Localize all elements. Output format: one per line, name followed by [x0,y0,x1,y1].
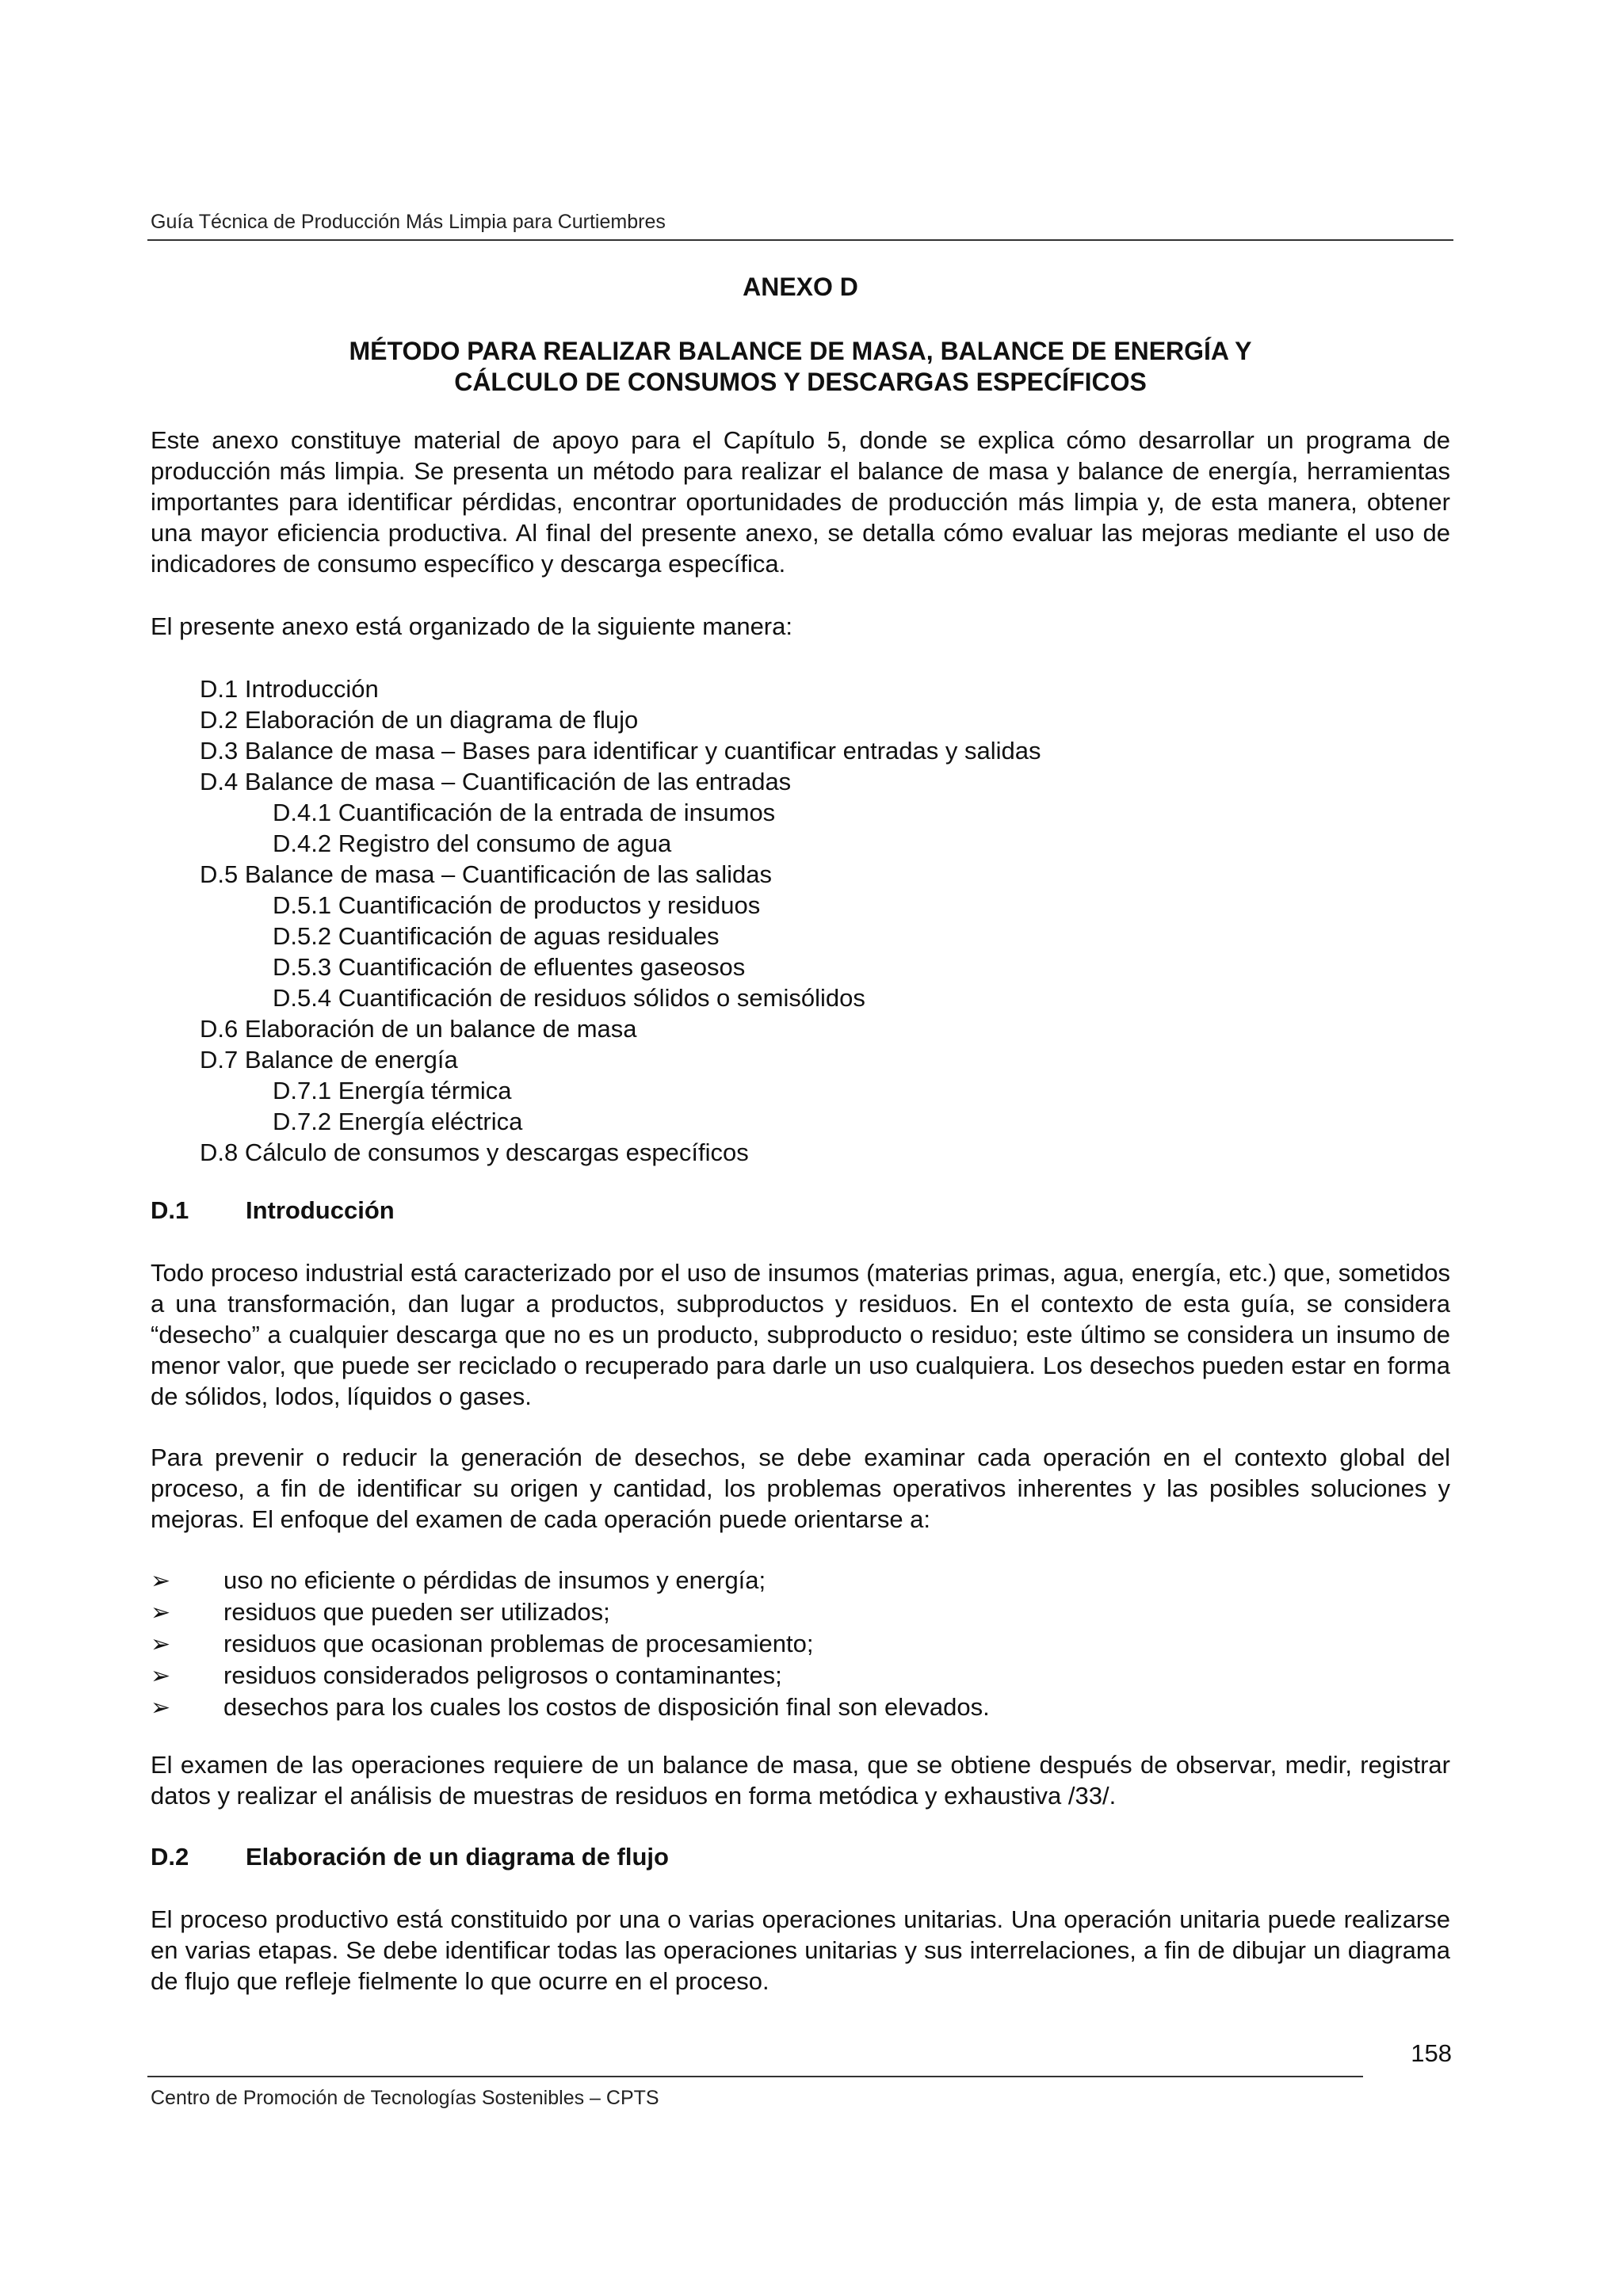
running-header: Guía Técnica de Producción Más Limpia para Curtiembres [151,211,666,233]
toc-text: Cuantificación de aguas residuales [338,922,720,950]
list-item-text: residuos considerados peligrosos o contaminantes; [223,1661,782,1689]
main-title-line-2: CÁLCULO DE CONSUMOS Y DESCARGAS ESPECÍFICOS [454,368,1147,396]
toc-text: Balance de masa – Bases para identificar y cuantificar entradas y salidas [244,737,1041,765]
toc-text: Balance de masa – Cuantificación de las entradas [244,768,792,795]
toc-number: D.7 [200,1046,239,1074]
list-item [151,1691,990,1723]
list-item [151,1660,990,1691]
toc-text: Cuantificación de productos y residuos [338,891,761,919]
toc-number: D.1 [200,675,239,703]
toc-item [200,1106,1041,1137]
list-item-text: residuos que pueden ser utilizados; [223,1598,610,1626]
d1-paragraph-3: El examen de las operaciones requiere de un balance de masa, que se obtiene después de observar, medir, registrar datos y realizar el análisis de muestras de residuos en forma metódica y exhaustiva /33/. [151,1751,1450,1810]
toc-item [200,952,1041,982]
organization-paragraph: El presente anexo está organizado de la siguiente manera: [151,612,792,640]
intro-paragraph: Este anexo constituye material de apoyo para el Capítulo 5, donde se explica cómo desarrollar un programa de producción más limpia. Se presenta un método para realizar el balance de masa y balance de energía, herramientas importantes para identificar pérdidas, encontrar oportunidades de producción más limpia y, de esta manera, obtener una mayor eficiencia productiva. Al final del presente anexo, se detalla cómo evaluar las mejoras mediante el uso de indicadores de consumo específico y descarga específica. [151,426,1450,578]
d1-paragraph-1: Todo proceso industrial está caracterizado por el uso de insumos (materias primas, agua, energía, etc.) que, sometidos a una transformación, dan lugar a productos, subproductos y residuos. En el contexto de esta guía, se considera “desecho” a cualquier descarga que no es un producto, subproducto o residuo; este último se considera un insumo de menor valor, que puede ser reciclado o recuperado para darle un uso cualquiera. Los desechos pueden estar en forma de sólidos, lodos, líquidos o gases. [151,1259,1450,1410]
toc-number: D.4.1 [273,799,332,826]
toc-text: Elaboración de un diagrama de flujo [244,706,639,734]
arrow-bullet-icon: ➢ [151,1568,171,1594]
arrow-bullet-icon: ➢ [151,1695,171,1721]
section-number: D.2 [151,1843,189,1871]
toc-text: Balance de masa – Cuantificación de las salidas [244,860,773,888]
toc-text: Energía térmica [338,1077,512,1104]
toc-number: D.4 [200,768,239,795]
toc-number: D.7.2 [273,1108,332,1135]
toc-text: Cuantificación de residuos sólidos o semisólidos [338,984,865,1012]
toc-number: D.7.1 [273,1077,332,1104]
footer-rule [147,2076,1363,2077]
annex-title: ANEXO D [743,273,858,301]
list-item [151,1628,990,1660]
toc-item [200,704,1041,735]
toc-item [200,1137,1041,1168]
toc-number: D.5 [200,860,239,888]
toc-number: D.5.1 [273,891,332,919]
toc-number: D.5.3 [273,953,332,981]
table-of-contents [200,673,1041,1168]
toc-item [200,982,1041,1013]
d2-paragraph-1: El proceso productivo está constituido por una o varias operaciones unitarias. Una operación unitaria puede realizarse en varias etapas. Se debe identificar todas las operaciones unitarias y sus interrelaciones, a fin de dibujar un diagrama de flujo que refleje fielmente lo que ocurre en el proceso. [151,1905,1450,1995]
toc-number: D.8 [200,1138,239,1166]
toc-item [200,921,1041,952]
toc-item [200,735,1041,766]
toc-item [200,828,1041,859]
list-item-text: uso no eficiente o pérdidas de insumos y energía; [223,1566,766,1594]
arrow-bullet-icon: ➢ [151,1600,171,1626]
section-title: Elaboración de un diagrama de flujo [246,1843,669,1871]
toc-number: D.2 [200,706,239,734]
toc-text: Cálculo de consumos y descargas específicos [244,1138,749,1166]
toc-text: Introducción [244,675,379,703]
toc-number: D.6 [200,1015,239,1043]
arrow-bullet-icon: ➢ [151,1631,171,1657]
section-number: D.1 [151,1196,189,1224]
list-item [151,1565,990,1596]
toc-text: Balance de energía [244,1046,458,1074]
d1-paragraph-2: Para prevenir o reducir la generación de desechos, se debe examinar cada operación en el contexto global del proceso, a fin de identificar su origen y cantidad, los problemas operativos inherentes y las posibles soluciones y mejoras. El enfoque del examen de cada operación puede orientarse a: [151,1444,1450,1533]
toc-text: Registro del consumo de agua [338,830,672,857]
list-item-text: desechos para los cuales los costos de disposición final son elevados. [223,1693,990,1721]
list-item [151,1596,990,1628]
header-rule [147,239,1453,241]
page-number: 158 [1411,2039,1452,2067]
toc-text: Cuantificación de la entrada de insumos [338,799,776,826]
toc-item [200,859,1041,890]
toc-number: D.4.2 [273,830,332,857]
toc-item [200,766,1041,797]
toc-item [200,673,1041,704]
toc-item [200,1013,1041,1044]
toc-text: Cuantificación de efluentes gaseosos [338,953,746,981]
main-title [147,336,1453,398]
section-title: Introducción [246,1196,395,1224]
bullet-list [151,1565,990,1723]
toc-item [200,797,1041,828]
toc-item [200,890,1041,921]
running-footer: Centro de Promoción de Tecnologías Sostenibles – CPTS [151,2087,659,2109]
toc-number: D.5.2 [273,922,332,950]
list-item-text: residuos que ocasionan problemas de procesamiento; [223,1630,814,1657]
section-heading-d2 [151,1843,669,1871]
toc-text: Energía eléctrica [338,1108,523,1135]
arrow-bullet-icon: ➢ [151,1663,171,1689]
toc-item [200,1075,1041,1106]
toc-text: Elaboración de un balance de masa [244,1015,637,1043]
main-title-line-1: MÉTODO PARA REALIZAR BALANCE DE MASA, BALANCE DE ENERGÍA Y [349,337,1252,365]
toc-number: D.3 [200,737,239,765]
section-heading-d1 [151,1196,395,1225]
toc-item [200,1044,1041,1075]
toc-number: D.5.4 [273,984,332,1012]
